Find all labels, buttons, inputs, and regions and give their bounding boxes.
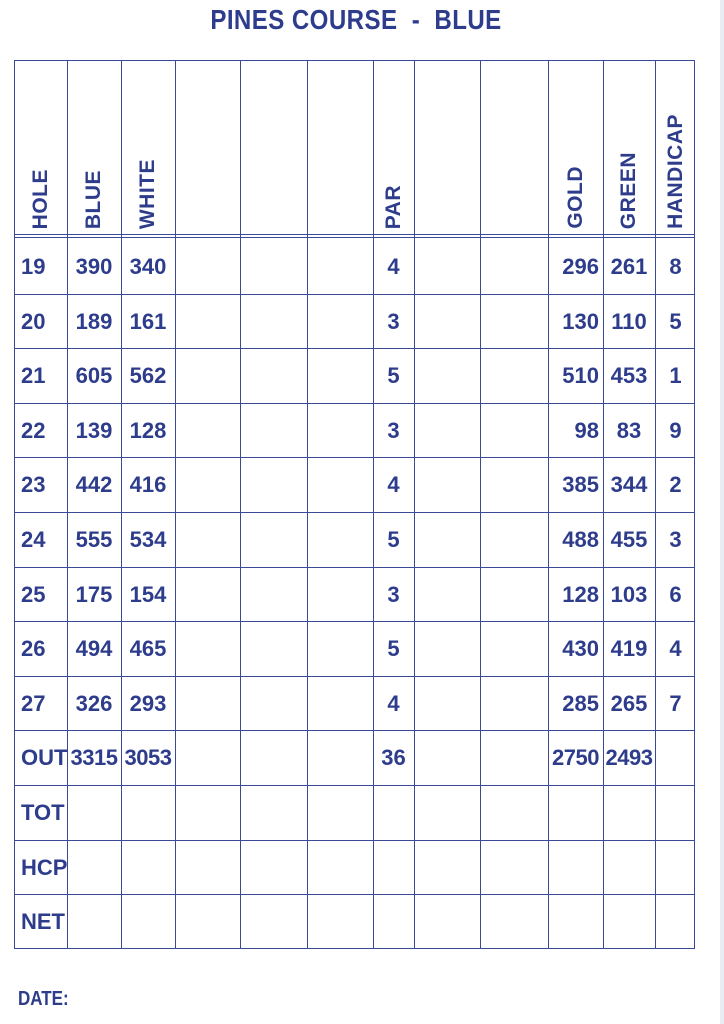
cell-green: 261 [610,253,648,279]
scorecard-title: PINES COURSE - BLUE [210,4,502,35]
cell-handicap: 5 [669,308,682,334]
header-handicap [655,61,696,237]
row-rule [15,894,694,895]
cell-handicap: 3 [669,526,682,552]
cell-blue: 3315 [70,744,118,770]
scorecard-grid [14,60,695,949]
cell-gold: 285 [562,690,599,716]
cell-green: 419 [610,635,648,661]
cell-hole: TOT [21,799,65,825]
cell-hole: 24 [21,526,46,552]
cell-hole: 21 [21,362,46,388]
cell-blue: 494 [75,635,113,661]
header-gold [548,61,603,237]
cell-white: 128 [129,417,167,443]
header-handicap-label: HANDICAP [663,114,687,229]
cell-handicap: 7 [669,690,682,716]
cell-hole: 20 [21,308,46,334]
cell-par: 36 [381,744,406,770]
cell-white: 562 [129,362,167,388]
cell-blue: 605 [75,362,113,388]
cell-par: 4 [387,690,400,716]
cell-blue: 189 [75,308,113,334]
cell-white: 3053 [124,744,172,770]
cell-par: 5 [387,362,400,388]
cell-hole: 27 [21,690,46,716]
cell-gold: 385 [562,471,599,497]
cell-gold: 130 [562,308,599,334]
cell-green: 2493 [605,744,653,770]
cell-blue: 442 [75,471,113,497]
cell-par: 4 [387,471,400,497]
cell-white: 154 [129,581,167,607]
cell-hole: NET [21,908,65,934]
cell-par: 5 [387,635,400,661]
header-hole [15,61,67,237]
header-white-label: WHITE [136,158,159,229]
cell-par: 3 [387,581,400,607]
cell-hole: 25 [21,581,46,607]
cell-white: 534 [129,526,167,552]
cell-gold: 2750 [552,744,599,770]
column-rule [307,61,308,948]
header-par [373,61,414,237]
header-hole-label: HOLE [29,168,52,229]
cell-hole: OUT [21,744,68,770]
cell-hole: 26 [21,635,46,661]
cell-gold: 488 [562,526,599,552]
cell-handicap: 4 [669,635,682,661]
cell-green: 83 [616,417,642,443]
cell-par: 3 [387,308,400,334]
column-rule [414,61,415,948]
cell-gold: 98 [574,417,599,443]
column-rule [240,61,241,948]
cell-blue: 175 [75,581,113,607]
cell-green: 455 [610,526,648,552]
row-rule [15,785,694,786]
cell-handicap: 8 [669,253,682,279]
cell-blue: 326 [75,690,113,716]
cell-green: 453 [610,362,648,388]
header-white [121,61,175,237]
cell-hole: 22 [21,417,46,443]
cell-handicap: 6 [669,581,682,607]
cell-blue: 139 [75,417,113,443]
cell-gold: 430 [562,635,599,661]
row-rule [15,840,694,841]
header-blue [67,61,121,237]
cell-hole: 19 [21,253,46,279]
cell-green: 110 [611,308,647,334]
header-green-label: GREEN [617,151,640,229]
cell-green: 103 [610,581,648,607]
cell-par: 3 [387,417,400,443]
cell-handicap: 9 [669,417,682,443]
cell-hole: 23 [21,471,46,497]
cell-gold: 510 [562,362,599,388]
column-rule [480,61,481,948]
page-edge-shadow [720,0,724,1024]
cell-blue: 390 [75,253,113,279]
header-green [603,61,655,237]
cell-white: 293 [129,690,167,716]
cell-blue: 555 [75,526,113,552]
header-blue-label: BLUE [82,169,105,229]
cell-white: 416 [129,471,167,497]
column-rule [175,61,176,948]
header-par-label: PAR [381,184,405,229]
cell-par: 5 [387,526,400,552]
cell-gold: 296 [562,253,599,279]
cell-hole: HCP [21,854,68,880]
cell-gold: 128 [562,581,599,607]
header-rule [15,237,694,238]
cell-handicap: 1 [669,362,682,388]
cell-green: 344 [610,471,648,497]
date-label: DATE: [18,988,69,1010]
cell-white: 465 [129,635,167,661]
cell-white: 161 [129,308,167,334]
cell-green: 265 [610,690,648,716]
cell-par: 4 [387,253,400,279]
header-gold-label: GOLD [563,166,587,229]
cell-white: 340 [129,253,167,279]
cell-handicap: 2 [669,471,682,497]
